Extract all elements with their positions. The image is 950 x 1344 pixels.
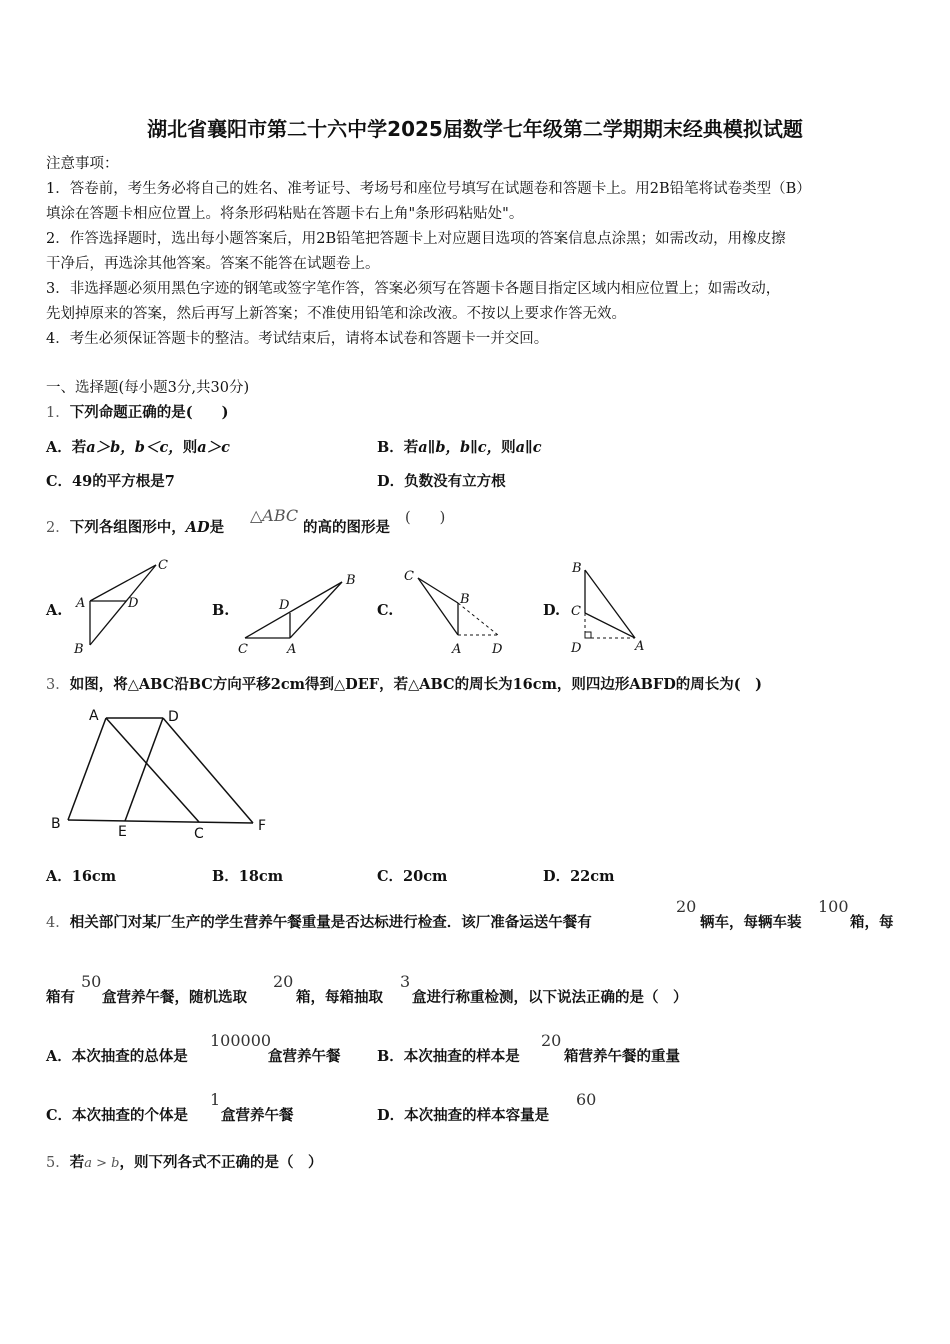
label-c: C — [194, 826, 204, 842]
label-c: C — [238, 642, 248, 657]
math-number: 20 — [541, 1031, 562, 1050]
label-b: B — [572, 561, 582, 576]
notice-line: 3．非选择题必须用黑色字迹的钢笔或签字笔作答，答案必须写在答题卡各题目指定区域内相应位置上；如需改动， — [46, 281, 781, 297]
label-b: B — [74, 642, 84, 657]
question-number: 3． — [46, 677, 70, 693]
question-4 — [46, 911, 592, 932]
question-number: 1． — [46, 405, 70, 421]
option-text: B．本次抽查的样本是 — [377, 1048, 520, 1065]
question-stem: ，则下列各式不正确的是（ ） — [119, 1154, 323, 1171]
math-number: 20 — [273, 972, 294, 991]
label-a: A — [76, 596, 86, 611]
option-text: 箱营养午餐的重量 — [564, 1048, 680, 1065]
q3-option-b[interactable]: B．18cm — [212, 868, 284, 885]
q1-option-a[interactable] — [46, 436, 230, 457]
question-stem: 是 — [209, 519, 225, 536]
option-expr: a∥c — [515, 439, 542, 456]
label-a: A — [635, 639, 645, 654]
question-stem: 辆车，每辆车装 — [700, 914, 802, 931]
option-expr: a＞b，b＜c， — [86, 439, 183, 456]
option-text: 盒营养午餐 — [268, 1048, 341, 1065]
q1-option-c[interactable]: C．49的平方根是7 — [46, 473, 175, 490]
question-stem: 箱，每箱抽取 — [296, 989, 383, 1006]
label-a: A — [287, 642, 297, 657]
question-5 — [46, 1151, 322, 1172]
math-number: 100000 — [210, 1031, 272, 1050]
q4-option-a[interactable] — [46, 1045, 188, 1066]
label-b: B — [51, 816, 61, 832]
option-label: A．若 — [46, 439, 87, 456]
question-number: 2． — [46, 520, 70, 536]
question-stem: 下列各组图形中， — [69, 519, 186, 536]
option-text: 则 — [501, 439, 516, 456]
q2-figure-b — [230, 565, 365, 660]
notice-line: 4．考生必须保证答题卡的整洁。考试结束后，请将本试卷和答题卡一并交回。 — [46, 331, 549, 347]
label-d: D — [128, 596, 139, 611]
q1-option-d[interactable]: D．负数没有立方根 — [377, 473, 506, 490]
label-a: A — [89, 708, 99, 724]
option-expr: a＞c — [197, 439, 231, 456]
option-text: D．本次抽查的样本容量是 — [377, 1107, 550, 1124]
label-c: C — [571, 604, 581, 619]
label-d: D — [492, 642, 503, 657]
question-1 — [46, 401, 228, 422]
math-number: 1 — [210, 1090, 221, 1109]
label-b: B — [460, 592, 470, 607]
question-math: AD — [185, 519, 210, 536]
q2-figure-c — [400, 565, 515, 660]
question-number: 5． — [46, 1155, 70, 1171]
q4-option-c[interactable] — [46, 1104, 188, 1125]
q3-option-c[interactable]: C．20cm — [377, 868, 448, 885]
question-stem: 箱有 — [46, 989, 75, 1006]
question-stem: 下列命题正确的是( ) — [69, 404, 229, 421]
q4-option-b[interactable] — [377, 1045, 520, 1066]
question-stem: 的高的图形是 — [303, 519, 390, 536]
q4-option-d[interactable] — [377, 1104, 549, 1125]
section-heading: 一、选择题(每小题3分,共30分) — [46, 380, 250, 396]
q2-option-a[interactable]: A. — [46, 602, 63, 619]
option-text: C．本次抽查的个体是 — [46, 1107, 189, 1124]
question-stem: 箱，每 — [850, 914, 894, 931]
label-c: C — [404, 569, 414, 584]
notice-line: 先划掉原来的答案，然后再写上新答案；不准使用铅笔和涂改液。不按以上要求作答无效。 — [46, 306, 626, 322]
math-number: 60 — [576, 1090, 597, 1109]
question-stem: 如图，将△ABC沿BC方向平移2cm得到△DEF，若△ABC的周长为16cm，则四边形ABFD的周长为( ) — [69, 676, 763, 693]
option-text: 则 — [182, 439, 198, 456]
q2-figure-d — [565, 555, 665, 660]
math-number: 20 — [676, 897, 697, 916]
option-label: B．若 — [377, 439, 419, 456]
q1-option-b[interactable] — [377, 436, 542, 457]
math-number: 50 — [81, 972, 102, 991]
question-number: 4． — [46, 915, 70, 931]
question-math: a > b — [84, 1156, 120, 1171]
label-c: C — [158, 558, 168, 573]
notice-line: 2．作答选择题时，选出每小题答案后，用2B铅笔把答题卡上对应题目选项的答案信息点涂黑；如需改动，用橡皮擦 — [46, 231, 786, 247]
q3-option-a[interactable]: A．16cm — [46, 868, 117, 885]
triangle-abc: △ABC — [250, 506, 299, 525]
question-stem: 盒进行称重检测，以下说法正确的是（ ） — [412, 989, 688, 1006]
label-d: D — [571, 641, 582, 656]
question-stem: 相关部门对某厂生产的学生营养午餐重量是否达标进行检查．该厂准备运送午餐有 — [69, 914, 592, 931]
page-title: 湖北省襄阳市第二十六中学2025届数学七年级第二学期期末经典模拟试题 — [147, 117, 803, 141]
q2-option-b[interactable]: B. — [212, 602, 230, 619]
q2-option-c[interactable]: C. — [377, 602, 394, 619]
label-f: F — [258, 818, 267, 834]
q3-option-d[interactable]: D．22cm — [543, 868, 615, 885]
math-number: 3 — [400, 972, 411, 991]
answer-paren: ( ) — [405, 510, 446, 526]
q3-figure — [46, 700, 286, 845]
q2-figure-a — [66, 555, 176, 660]
label-b: B — [346, 573, 356, 588]
notice-line: 干净后，再选涂其他答案。答案不能答在试题卷上。 — [46, 256, 380, 272]
label-d: D — [168, 709, 179, 725]
label-e: E — [118, 824, 127, 840]
notice-heading: 注意事项： — [46, 156, 119, 172]
option-expr: a∥b，b∥c， — [418, 439, 502, 456]
option-text: 盒营养午餐 — [221, 1107, 294, 1124]
math-number: 100 — [818, 897, 849, 916]
question-stem: 盒营养午餐，随机选取 — [102, 989, 247, 1006]
label-d: D — [279, 598, 290, 613]
question-2 — [46, 516, 224, 537]
notice-line: 1．答卷前，考生务必将自己的姓名、准考证号、考场号和座位号填写在试题卷和答题卡上。用2B铅笔将试卷类型（B） — [46, 181, 811, 197]
q2-option-d[interactable]: D. — [543, 602, 561, 619]
label-a: A — [452, 642, 462, 657]
option-text: A．本次抽查的总体是 — [46, 1048, 188, 1065]
notice-line: 填涂在答题卡相应位置上。将条形码粘贴在答题卡右上角"条形码粘贴处"。 — [46, 206, 524, 222]
question-stem: 若 — [69, 1154, 85, 1171]
question-3 — [46, 673, 762, 694]
